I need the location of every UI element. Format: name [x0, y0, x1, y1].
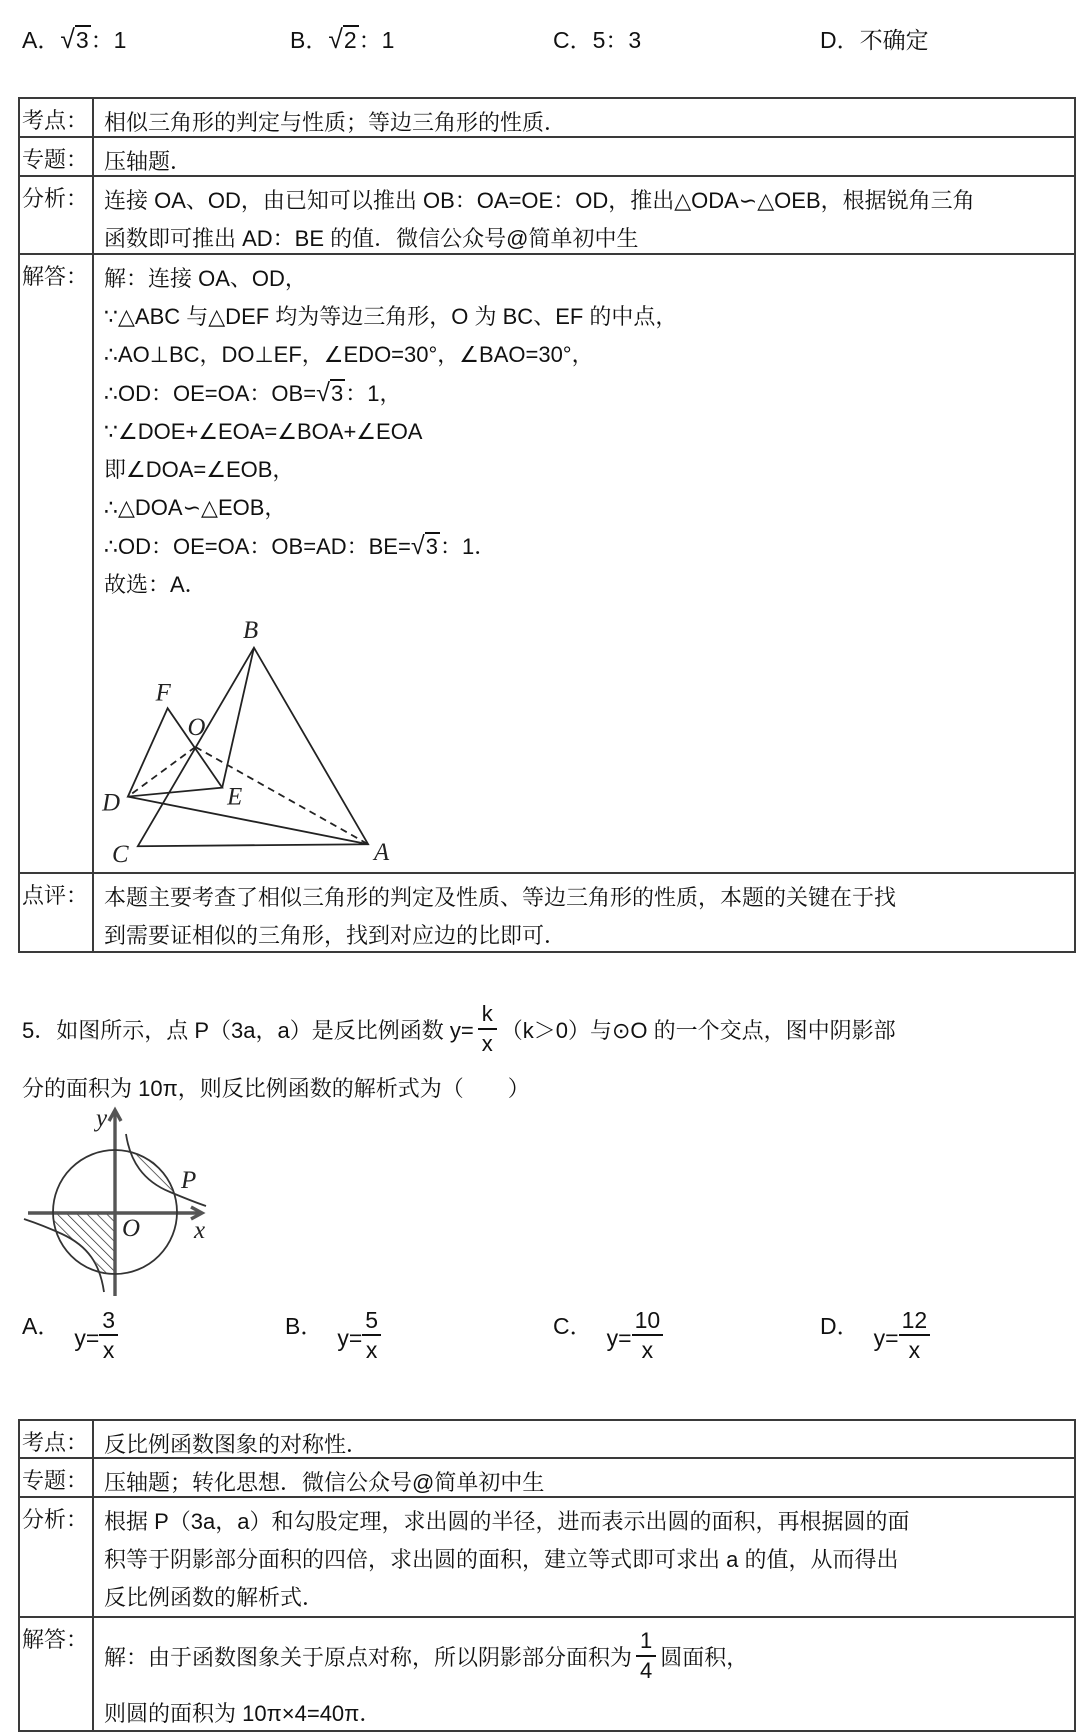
row-zhuanti: [20, 138, 1074, 177]
fenxi-line: 连接 OA、OD，由已知可以推出 OB：OA=OE：OD，推出△ODA∽△OEB，根据锐角三角: [104, 188, 975, 213]
segment-oa-dashed: [195, 747, 368, 844]
fenxi-line: 反比例函数的解析式．: [104, 1585, 325, 1610]
q5-option-c: C． y= $\frac{10}{x}$: [553, 1308, 663, 1364]
row-jieda: [20, 255, 1074, 874]
solution-line: 解：由于函数图象关于原点对称，所以阴影部分面积为 $\frac{1}{4}$ 圆面积，: [104, 1628, 749, 1683]
row-kaodian: [20, 1421, 1074, 1459]
q4-option-c: [553, 22, 641, 55]
row-label: 分析：: [20, 1498, 94, 1616]
row-label: 解答：: [20, 255, 94, 872]
triangles-figure: [94, 606, 419, 872]
kaodian-text: 相似三角形的判定与性质；等边三角形的性质．: [104, 110, 567, 135]
solution-line: ∴△DOA∽△EOB，: [104, 495, 287, 520]
vertex-label-e: E: [227, 783, 243, 811]
axis-label-y: y: [96, 1106, 108, 1132]
vertex-label-f: F: [155, 679, 171, 707]
q5-option-b: B． y= $\frac{5}{x}$: [285, 1308, 381, 1364]
solution-line: 即∠DOA=∠EOB，: [104, 457, 295, 482]
fraction-12-over-x: $\frac{12}{x}$: [899, 1308, 931, 1364]
fenxi-line: 函数即可推出 AD：BE 的值．微信公众号@简单初中生: [104, 226, 639, 251]
option-letter: A．: [22, 27, 61, 53]
vertex-label-a: A: [374, 839, 390, 867]
fraction-3-over-x: $\frac{3}{x}$: [99, 1308, 118, 1364]
option-letter: B．: [290, 27, 329, 53]
vertex-label-o: O: [187, 714, 206, 742]
dianping-line: 本题主要考查了相似三角形的判定及性质、等边三角形的性质，本题的关键在于找: [104, 885, 897, 910]
solution-line: ∵∠DOE+∠EOA=∠BOA+∠EOA: [104, 419, 423, 444]
q5-option-d: D． y= $\frac{12}{x}$: [820, 1308, 930, 1364]
fraction-10-over-x: $\frac{10}{x}$: [632, 1308, 664, 1364]
segment-od-dashed: [128, 747, 195, 797]
segment-da: [128, 797, 368, 845]
solution-line: 解：连接 OA、OD，: [104, 266, 307, 291]
option-text: 不确定: [859, 27, 929, 53]
row-fenxi: [20, 1498, 1074, 1618]
zhuanti-text: 压轴题；转化思想．微信公众号@简单初中生: [104, 1470, 545, 1495]
sqrt-radical: √ 3: [316, 374, 345, 413]
solution-line: ∴OD：OE=OA：OB= √ 3：1，: [104, 374, 1074, 413]
option-letter: C．: [553, 27, 593, 53]
row-label: 点评：: [20, 874, 94, 951]
q4-option-a: [22, 22, 126, 55]
fenxi-line: 根据 P（3a，a）和勾股定理，求出圆的半径，进而表示出圆的面积，再根据圆的面: [104, 1509, 910, 1534]
solution-line: ∴AO⊥BC，DO⊥EF，∠EDO=30°，∠BAO=30°，: [104, 342, 594, 367]
row-label: 分析：: [20, 177, 94, 253]
row-fenxi: [20, 177, 1074, 255]
row-label: 考点：: [20, 1421, 94, 1457]
fraction-1-over-4: $\frac{1}{4}$: [636, 1629, 656, 1682]
solution-line: ∵△ABC 与△DEF 均为等边三角形，O 为 BC、EF 的中点，: [104, 304, 678, 329]
shaded-region-q1: [135, 1151, 173, 1193]
row-jieda: [20, 1618, 1074, 1732]
analysis-table-q4: [18, 97, 1076, 953]
origin-label-o: O: [122, 1215, 141, 1242]
vertex-label-c: C: [112, 841, 129, 869]
axis-label-x: x: [194, 1217, 206, 1244]
option-letter: D．: [820, 27, 860, 53]
q4-option-d: [820, 22, 929, 55]
row-zhuanti: [20, 1459, 1074, 1498]
q4-option-b: [290, 22, 394, 55]
option-tail: ：1: [358, 27, 395, 53]
row-kaodian: [20, 99, 1074, 138]
circle-hyperbola-figure: [18, 1106, 213, 1302]
option-text: 5：3: [592, 27, 642, 53]
solution-line: 故选：A．: [104, 572, 207, 597]
vertex-label-b: B: [243, 616, 259, 644]
question5-line1: 5．如图所示，点 P（3a，a）是反比例函数 y= $\frac{k}{x}$ （k＞0）与⊙O 的一个交点，图中阴影部: [22, 1001, 896, 1056]
question5-line2: 分的面积为 10π，则反比例函数的解析式为（ ）: [22, 1075, 530, 1101]
fraction-k-over-x: $\frac{k}{x}$: [478, 1002, 497, 1055]
zhuanti-text: 压轴题．: [104, 149, 193, 174]
row-dianping: [20, 874, 1074, 953]
solution-line: 则圆的面积为 10π×4=40π．: [104, 1701, 382, 1726]
row-label: 专题：: [20, 1459, 94, 1496]
fraction-5-over-x: $\frac{5}{x}$: [362, 1308, 381, 1364]
triangle-abc: [138, 648, 368, 847]
sqrt-radical: √ 3: [60, 24, 90, 55]
row-label: 解答：: [20, 1618, 94, 1730]
solution-line: ∴OD：OE=OA：OB=AD：BE= √ 3：1．: [104, 527, 1074, 566]
dianping-line: 到需要证相似的三角形，找到对应边的比即可．: [104, 923, 567, 948]
row-label: 专题：: [20, 138, 94, 175]
sqrt-radical: √ 2: [328, 24, 358, 55]
analysis-table-q5: [18, 1419, 1076, 1732]
segment-be: [222, 648, 254, 788]
option-tail: ：1: [90, 27, 127, 53]
kaodian-text: 反比例函数图象的对称性．: [104, 1432, 369, 1457]
q5-option-a: A． y= $\frac{3}{x}$: [22, 1308, 118, 1364]
vertex-label-d: D: [102, 789, 121, 817]
row-label: 考点：: [20, 99, 94, 136]
point-label-p: P: [181, 1167, 197, 1194]
sqrt-radical: √ 3: [411, 527, 440, 566]
fenxi-line: 积等于阴影部分面积的四倍，求出圆的面积，建立等式即可求出 a 的值，从而得出: [104, 1547, 899, 1572]
